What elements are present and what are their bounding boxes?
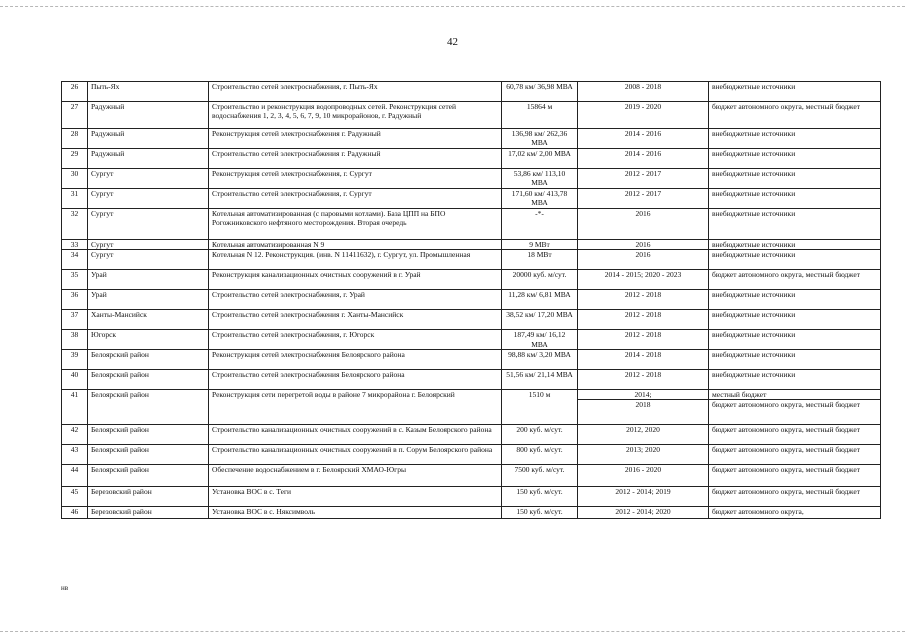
capacity-cell: 20000 куб. м/сут. (502, 270, 578, 290)
municipality-cell: Радужный (88, 102, 209, 129)
capacity-cell: 187,49 км/ 16,12 МВА (502, 330, 578, 350)
period-cell: 2012 - 2014; 2019 (578, 487, 709, 507)
capacity-cell: 9 МВт (502, 240, 578, 250)
period-cell: 2016 (578, 240, 709, 250)
capacity-cell: 38,52 км/ 17,20 МВА (502, 310, 578, 330)
project-name-cell: Строительство сетей электроснабжения г. Радужный (209, 149, 502, 169)
row-number: 36 (62, 290, 88, 310)
capacity-cell: 51,56 км/ 21,14 МВА (502, 370, 578, 390)
period-cell-part-2: 2018 (635, 400, 651, 410)
capacity-cell: 800 куб. м/сут. (502, 445, 578, 465)
project-name-cell: Реконструкция сетей электроснабжения Белоярского района (209, 350, 502, 370)
capacity-cell: 1510 м (502, 390, 578, 425)
funding-source-cell: бюджет автономного округа, местный бюджет (709, 102, 881, 129)
period-cell: 2013; 2020 (578, 445, 709, 465)
municipality-cell: Сургут (88, 209, 209, 240)
funding-source-cell: внебюджетные источники (709, 310, 881, 330)
funding-source-cell: внебюджетные источники (709, 250, 881, 270)
municipality-cell: Белоярский район (88, 390, 209, 425)
project-name-cell: Реконструкция сетей электроснабжения, г. Сургут (209, 169, 502, 189)
period-cell: 2014 - 2016 (578, 129, 709, 149)
municipality-cell: Сургут (88, 250, 209, 270)
table-row (62, 330, 881, 350)
period-cell (578, 390, 709, 425)
period-cell: 2012 - 2018 (578, 290, 709, 310)
row-number: 33 (62, 240, 88, 250)
funding-source-cell: внебюджетные источники (709, 290, 881, 310)
funding-source-cell: бюджет автономного округа, местный бюджет (709, 445, 881, 465)
row-number: 27 (62, 102, 88, 129)
municipality-cell: Сургут (88, 240, 209, 250)
funding-source-cell: внебюджетные источники (709, 169, 881, 189)
row-number: 29 (62, 149, 88, 169)
table-row (62, 169, 881, 189)
project-name-cell: Строительство и реконструкция водопроводных сетей. Реконструкция сетей водоснабжения 1, 2, 3, 4, 5, 6, 7, 9, 10 микрорайонов, г. Радужный (209, 102, 502, 129)
project-name-cell: Реконструкция канализационных очистных сооружений в г. Урай (209, 270, 502, 290)
funding-source-cell: внебюджетные источники (709, 82, 881, 102)
municipality-cell: Урай (88, 270, 209, 290)
project-name-cell: Котельная N 12. Реконструкция. (инв. N 11411632), г. Сургут, ул. Промышленная (209, 250, 502, 270)
period-cell: 2014 - 2015; 2020 - 2023 (578, 270, 709, 290)
table-row (62, 487, 881, 507)
row-number: 30 (62, 169, 88, 189)
project-name-cell: Обеспечение водоснабжением в г. Белоярский ХМАО-Югры (209, 465, 502, 487)
capacity-cell: 53,86 км/ 113,10 МВА (502, 169, 578, 189)
page-number: 42 (447, 36, 458, 48)
period-cell: 2012 - 2014; 2020 (578, 507, 709, 519)
period-cell: 2008 - 2018 (578, 82, 709, 102)
municipality-cell: Белоярский район (88, 350, 209, 370)
capacity-cell: 17,02 км/ 2,00 МВА (502, 149, 578, 169)
funding-source-cell-part-1: местный бюджет (709, 390, 880, 400)
project-name-cell: Котельная автоматизированная (с паровыми котлами). База ЦПП на БПО Рогожниковского нефтяного месторождения. Вторая очередь (209, 209, 502, 240)
funding-source-cell: внебюджетные источники (709, 209, 881, 240)
funding-source-cell (709, 390, 881, 425)
funding-source-cell-part-2: бюджет автономного округа, местный бюджет (712, 400, 860, 410)
municipality-cell: Сургут (88, 189, 209, 209)
municipality-cell: Белоярский район (88, 370, 209, 390)
period-cell: 2012 - 2018 (578, 330, 709, 350)
period-cell: 2012 - 2017 (578, 189, 709, 209)
funding-source-cell: внебюджетные источники (709, 129, 881, 149)
project-name-cell: Строительство сетей электроснабжения, г. Сургут (209, 189, 502, 209)
period-cell: 2016 - 2020 (578, 465, 709, 487)
project-name-cell: Строительство канализационных очистных сооружений в п. Сорум Белоярского района (209, 445, 502, 465)
capacity-cell: 150 куб. м/сут. (502, 487, 578, 507)
table-row (62, 102, 881, 129)
project-name-cell: Строительство канализационных очистных сооружений в с. Казым Белоярского района (209, 425, 502, 445)
municipality-cell: Ханты-Мансийск (88, 310, 209, 330)
project-name-cell: Строительство сетей электроснабжения, г. Югорск (209, 330, 502, 350)
capacity-cell: 136,98 км/ 262,36 МВА (502, 129, 578, 149)
table-row (62, 290, 881, 310)
table-row (62, 370, 881, 390)
municipality-cell: Белоярский район (88, 425, 209, 445)
project-name-cell: Строительство сетей электроснабжения, г. Урай (209, 290, 502, 310)
row-number: 45 (62, 487, 88, 507)
municipality-cell: Березовский район (88, 507, 209, 519)
period-cell: 2012, 2020 (578, 425, 709, 445)
table-row (62, 149, 881, 169)
table-row (62, 465, 881, 487)
period-cell: 2019 - 2020 (578, 102, 709, 129)
table-row (62, 350, 881, 370)
period-cell: 2012 - 2018 (578, 370, 709, 390)
municipality-cell: Сургут (88, 169, 209, 189)
municipality-cell: Пыть-Ях (88, 82, 209, 102)
row-number: 35 (62, 270, 88, 290)
capacity-cell: 7500 куб. м/сут. (502, 465, 578, 487)
table-row (62, 390, 881, 425)
row-number: 44 (62, 465, 88, 487)
row-number: 31 (62, 189, 88, 209)
capacity-cell: 171,60 км/ 413,78 МВА (502, 189, 578, 209)
scan-edge-top (0, 6, 905, 8)
row-number: 37 (62, 310, 88, 330)
funding-source-cell: бюджет автономного округа, местный бюджет (709, 425, 881, 445)
project-name-cell: Котельная автоматизированная N 9 (209, 240, 502, 250)
scan-edge-bottom (0, 631, 905, 633)
project-name-cell: Установка ВОС в с. Теги (209, 487, 502, 507)
table-row (62, 250, 881, 270)
capacity-cell: 11,28 км/ 6,81 МВА (502, 290, 578, 310)
table-row (62, 82, 881, 102)
row-number: 43 (62, 445, 88, 465)
capacity-cell: 150 куб. м/сут. (502, 507, 578, 519)
row-number: 38 (62, 330, 88, 350)
table-row (62, 507, 881, 519)
projects-table (61, 81, 881, 519)
period-cell: 2014 - 2018 (578, 350, 709, 370)
project-name-cell: Реконструкция сети перегретой воды в районе 7 микрорайона г. Белоярский (209, 390, 502, 425)
project-name-cell: Строительство сетей электроснабжения, г. Пыть-Ях (209, 82, 502, 102)
project-name-cell: Строительство сетей электроснабжения г. Ханты-Мансийск (209, 310, 502, 330)
row-number: 42 (62, 425, 88, 445)
municipality-cell: Югорск (88, 330, 209, 350)
row-number: 41 (62, 390, 88, 425)
funding-source-cell: внебюджетные источники (709, 330, 881, 350)
municipality-cell: Березовский район (88, 487, 209, 507)
capacity-cell: 60,78 км/ 36,98 МВА (502, 82, 578, 102)
period-cell: 2014 - 2016 (578, 149, 709, 169)
funding-source-cell: внебюджетные источники (709, 189, 881, 209)
table-row (62, 189, 881, 209)
capacity-cell: 98,88 км/ 3,20 МВА (502, 350, 578, 370)
period-cell: 2016 (578, 250, 709, 270)
capacity-cell: 200 куб. м/сут. (502, 425, 578, 445)
row-number: 32 (62, 209, 88, 240)
row-number: 40 (62, 370, 88, 390)
project-name-cell: Установка ВОС в с. Няксимволь (209, 507, 502, 519)
funding-source-cell: бюджет автономного округа, (709, 507, 881, 519)
period-cell: 2012 - 2018 (578, 310, 709, 330)
footer-note: нв (61, 584, 69, 592)
municipality-cell: Белоярский район (88, 465, 209, 487)
funding-source-cell: внебюджетные источники (709, 350, 881, 370)
table-row (62, 270, 881, 290)
funding-source-cell: бюджет автономного округа, местный бюджет (709, 270, 881, 290)
funding-source-cell: внебюджетные источники (709, 240, 881, 250)
period-cell-part-1: 2014; (578, 390, 708, 400)
table-row (62, 425, 881, 445)
project-name-cell: Реконструкция сетей электроснабжения г. Радужный (209, 129, 502, 149)
table-row (62, 445, 881, 465)
funding-source-cell: внебюджетные источники (709, 149, 881, 169)
project-name-cell: Строительство сетей электроснабжения Белоярского района (209, 370, 502, 390)
municipality-cell: Белоярский район (88, 445, 209, 465)
table-row (62, 310, 881, 330)
row-number: 46 (62, 507, 88, 519)
capacity-cell: 18 МВт (502, 250, 578, 270)
period-cell: 2012 - 2017 (578, 169, 709, 189)
municipality-cell: Радужный (88, 129, 209, 149)
period-cell: 2016 (578, 209, 709, 240)
row-number: 34 (62, 250, 88, 270)
funding-source-cell: бюджет автономного округа, местный бюджет (709, 487, 881, 507)
row-number: 26 (62, 82, 88, 102)
row-number: 39 (62, 350, 88, 370)
table-row (62, 129, 881, 149)
table-row (62, 240, 881, 250)
municipality-cell: Радужный (88, 149, 209, 169)
capacity-cell: -*- (502, 209, 578, 240)
municipality-cell: Урай (88, 290, 209, 310)
capacity-cell: 15864 м (502, 102, 578, 129)
funding-source-cell: внебюджетные источники (709, 370, 881, 390)
row-number: 28 (62, 129, 88, 149)
table-row (62, 209, 881, 240)
funding-source-cell: бюджет автономного округа, местный бюджет (709, 465, 881, 487)
